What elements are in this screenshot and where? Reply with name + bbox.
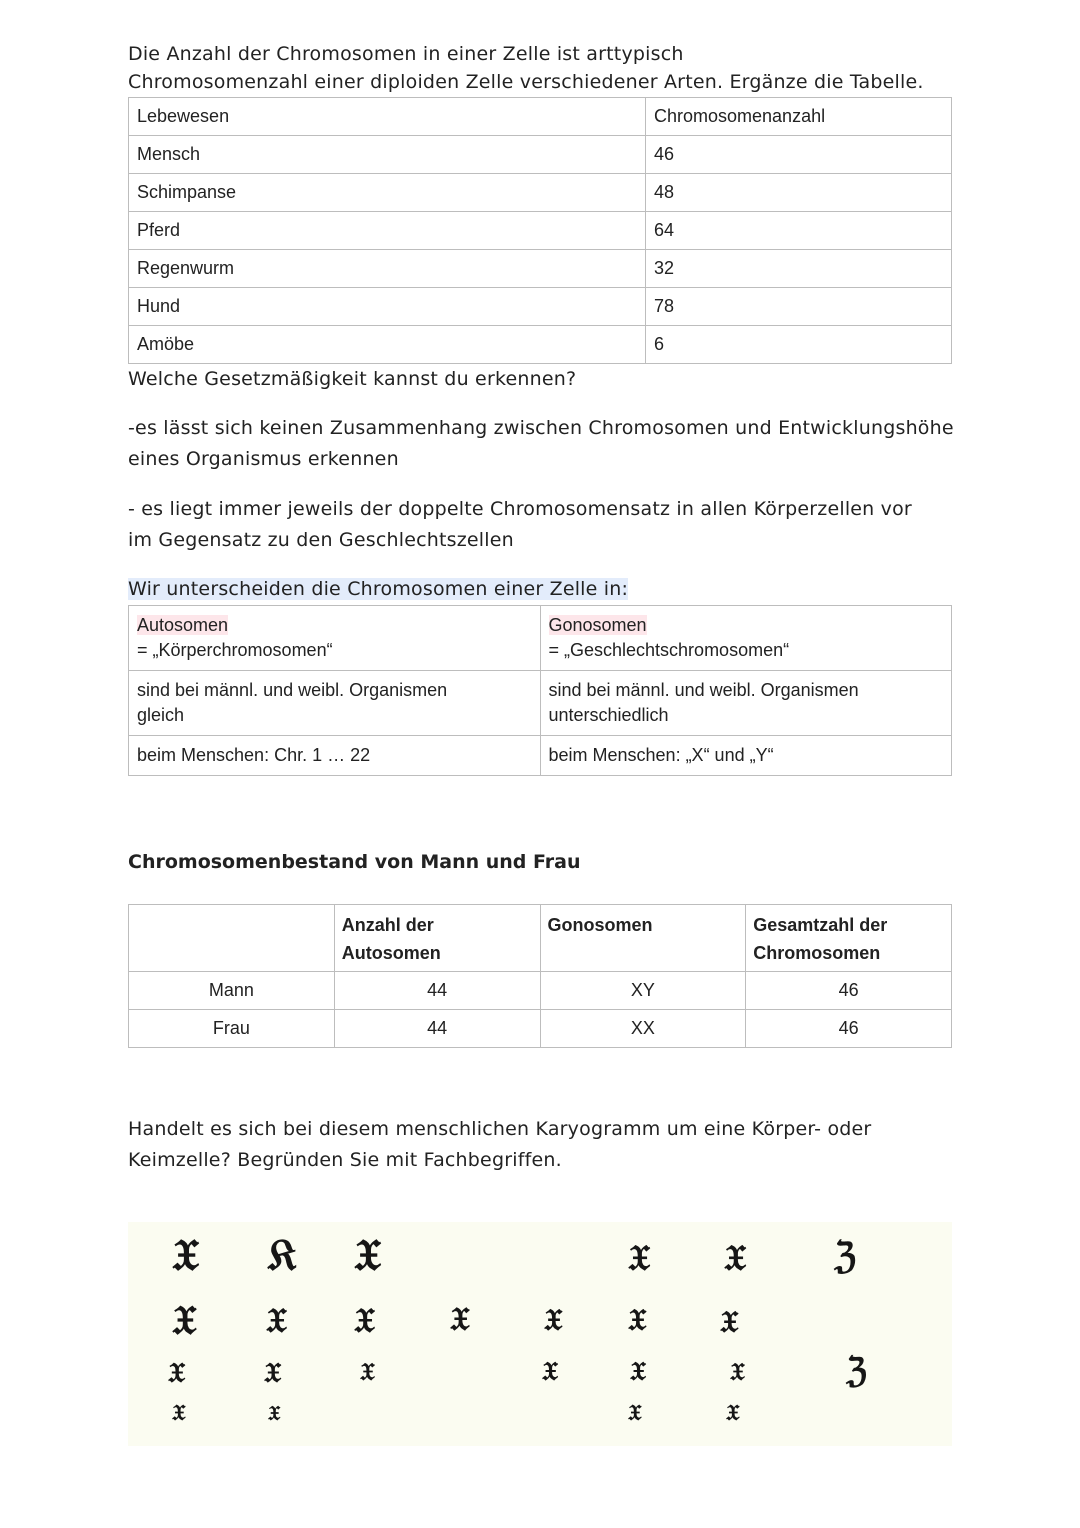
svg-text:𝔛: 𝔛	[544, 1303, 563, 1338]
svg-text:𝔛: 𝔛	[720, 1305, 739, 1340]
count-cell: 46	[646, 136, 952, 174]
svg-text:𝔛: 𝔛	[268, 1401, 281, 1425]
header-autosomes-line-1: Anzahl der	[341, 915, 434, 935]
species-cell: Pferd	[129, 212, 646, 250]
svg-text:𝔛: 𝔛	[628, 1400, 642, 1426]
svg-text:𝔎: 𝔎	[268, 1230, 297, 1281]
svg-text:𝔛: 𝔛	[628, 1237, 651, 1279]
question-2-line-1: Handelt es sich bei diesem menschlichen Karyogramm um eine Körper- oder	[128, 1118, 872, 1140]
gonosomes-cell: XX	[540, 1010, 746, 1048]
header-total	[746, 905, 952, 972]
autosomes-cell: 44	[334, 972, 540, 1010]
gonosomes-description	[540, 671, 952, 736]
autosomes-description	[129, 671, 541, 736]
table-row	[129, 174, 952, 212]
svg-text:𝔛: 𝔛	[542, 1357, 558, 1387]
species-cell: Schimpanse	[129, 174, 646, 212]
svg-text:𝔛: 𝔛	[264, 1356, 282, 1389]
karyogram-image	[128, 1222, 952, 1446]
table-header-row	[129, 98, 952, 136]
svg-text:𝔛: 𝔛	[354, 1301, 375, 1341]
table-row	[129, 326, 952, 364]
header-species: Lebewesen	[129, 98, 646, 136]
svg-text:𝔛: 𝔛	[360, 1357, 375, 1386]
sex-cell: Frau	[129, 1010, 335, 1048]
gonosomes-desc-line-1: sind bei männl. und weibl. Organismen	[548, 680, 859, 700]
question-2-line-2: Keimzelle? Begründen Sie mit Fachbegriffen.	[128, 1149, 562, 1171]
svg-text:ℨ: ℨ	[834, 1235, 857, 1277]
species-cell: Mensch	[129, 136, 646, 174]
header-empty	[129, 905, 335, 972]
header-total-line-1: Gesamtzahl der	[753, 915, 888, 935]
svg-text:𝔛: 𝔛	[168, 1356, 186, 1389]
svg-text:ℨ: ℨ	[846, 1351, 867, 1391]
autosomes-title-cell	[129, 606, 541, 671]
total-cell: 46	[746, 972, 952, 1010]
svg-text:𝔛: 𝔛	[172, 1230, 199, 1281]
gonosomes-desc-line-2: unterschiedlich	[548, 705, 669, 725]
chromosome-types-table	[128, 605, 952, 776]
autosomes-human: beim Menschen: Chr. 1 … 22	[129, 736, 541, 776]
species-cell: Regenwurm	[129, 250, 646, 288]
table-row	[129, 1010, 952, 1048]
question-regularity: Welche Gesetzmäßigkeit kannst du erkennen?	[128, 368, 577, 390]
distinguish-heading	[128, 574, 628, 605]
types-description-row	[129, 671, 952, 736]
svg-text:𝔛: 𝔛	[630, 1357, 646, 1387]
count-cell: 6	[646, 326, 952, 364]
intro-line-1: Die Anzahl der Chromosomen in einer Zelle ist arttypisch	[128, 43, 684, 65]
answer-1-line-1: -es lässt sich keinen Zusammenhang zwischen Chromosomen und Entwicklungshöhe	[128, 417, 954, 439]
gonosomes-cell: XY	[540, 972, 746, 1010]
table-row	[129, 250, 952, 288]
total-cell: 46	[746, 1010, 952, 1048]
highlighted-text: Wir unterscheiden die Chromosomen einer Zelle in:	[128, 578, 629, 600]
header-total-line-2: Chromosomen	[753, 943, 881, 963]
svg-text:𝔛: 𝔛	[724, 1237, 747, 1279]
autosomes-cell: 44	[334, 1010, 540, 1048]
autosomes-subtitle: = „Körperchromosomen“	[137, 640, 333, 660]
svg-text:𝔛: 𝔛	[172, 1297, 197, 1344]
count-cell: 64	[646, 212, 952, 250]
types-human-row	[129, 736, 952, 776]
sex-cell: Mann	[129, 972, 335, 1010]
count-cell: 78	[646, 288, 952, 326]
answer-1-line-2: eines Organismus erkennen	[128, 448, 399, 470]
svg-text:𝔛: 𝔛	[726, 1400, 740, 1426]
svg-text:𝔛: 𝔛	[354, 1230, 381, 1281]
table-row	[129, 212, 952, 250]
autosomes-desc-line-1: sind bei männl. und weibl. Organismen	[137, 680, 448, 700]
composition-table	[128, 904, 952, 1048]
intro-line-2: Chromosomenzahl einer diploiden Zelle verschiedener Arten. Ergänze die Tabelle.	[128, 71, 924, 93]
count-cell: 48	[646, 174, 952, 212]
gonosomes-human: beim Menschen: „X“ und „Y“	[540, 736, 952, 776]
table-row	[129, 136, 952, 174]
table-row	[129, 288, 952, 326]
gonosomes-subtitle: = „Geschlechtschromosomen“	[548, 640, 790, 660]
header-gonosomes: Gonosomen	[540, 905, 746, 972]
composition-heading: Chromosomenbestand von Mann und Frau	[128, 851, 581, 873]
header-autosomes-count	[334, 905, 540, 972]
svg-text:𝔛: 𝔛	[730, 1357, 745, 1386]
gonosomes-title-cell	[540, 606, 952, 671]
autosomes-title: Autosomen	[137, 615, 229, 635]
header-autosomes-line-2: Autosomen	[341, 943, 441, 963]
species-cell: Hund	[129, 288, 646, 326]
svg-text:𝔛: 𝔛	[450, 1300, 470, 1338]
count-cell: 32	[646, 250, 952, 288]
svg-text:𝔛: 𝔛	[266, 1301, 287, 1341]
svg-text:𝔛: 𝔛	[628, 1303, 647, 1338]
species-cell: Amöbe	[129, 326, 646, 364]
types-title-row	[129, 606, 952, 671]
species-chromosome-table	[128, 97, 952, 364]
autosomes-desc-line-2: gleich	[137, 705, 185, 725]
svg-text:𝔛: 𝔛	[172, 1400, 186, 1426]
karyogram-chromosomes-graphic	[128, 1222, 952, 1446]
gonosomes-title: Gonosomen	[548, 615, 647, 635]
answer-2-line-2: im Gegensatz zu den Geschlechtszellen	[128, 529, 514, 551]
composition-header-row	[129, 905, 952, 972]
table-row	[129, 972, 952, 1010]
answer-2-line-1: - es liegt immer jeweils der doppelte Chromosomensatz in allen Körperzellen vor	[128, 498, 912, 520]
header-chromosome-count: Chromosomenanzahl	[646, 98, 952, 136]
